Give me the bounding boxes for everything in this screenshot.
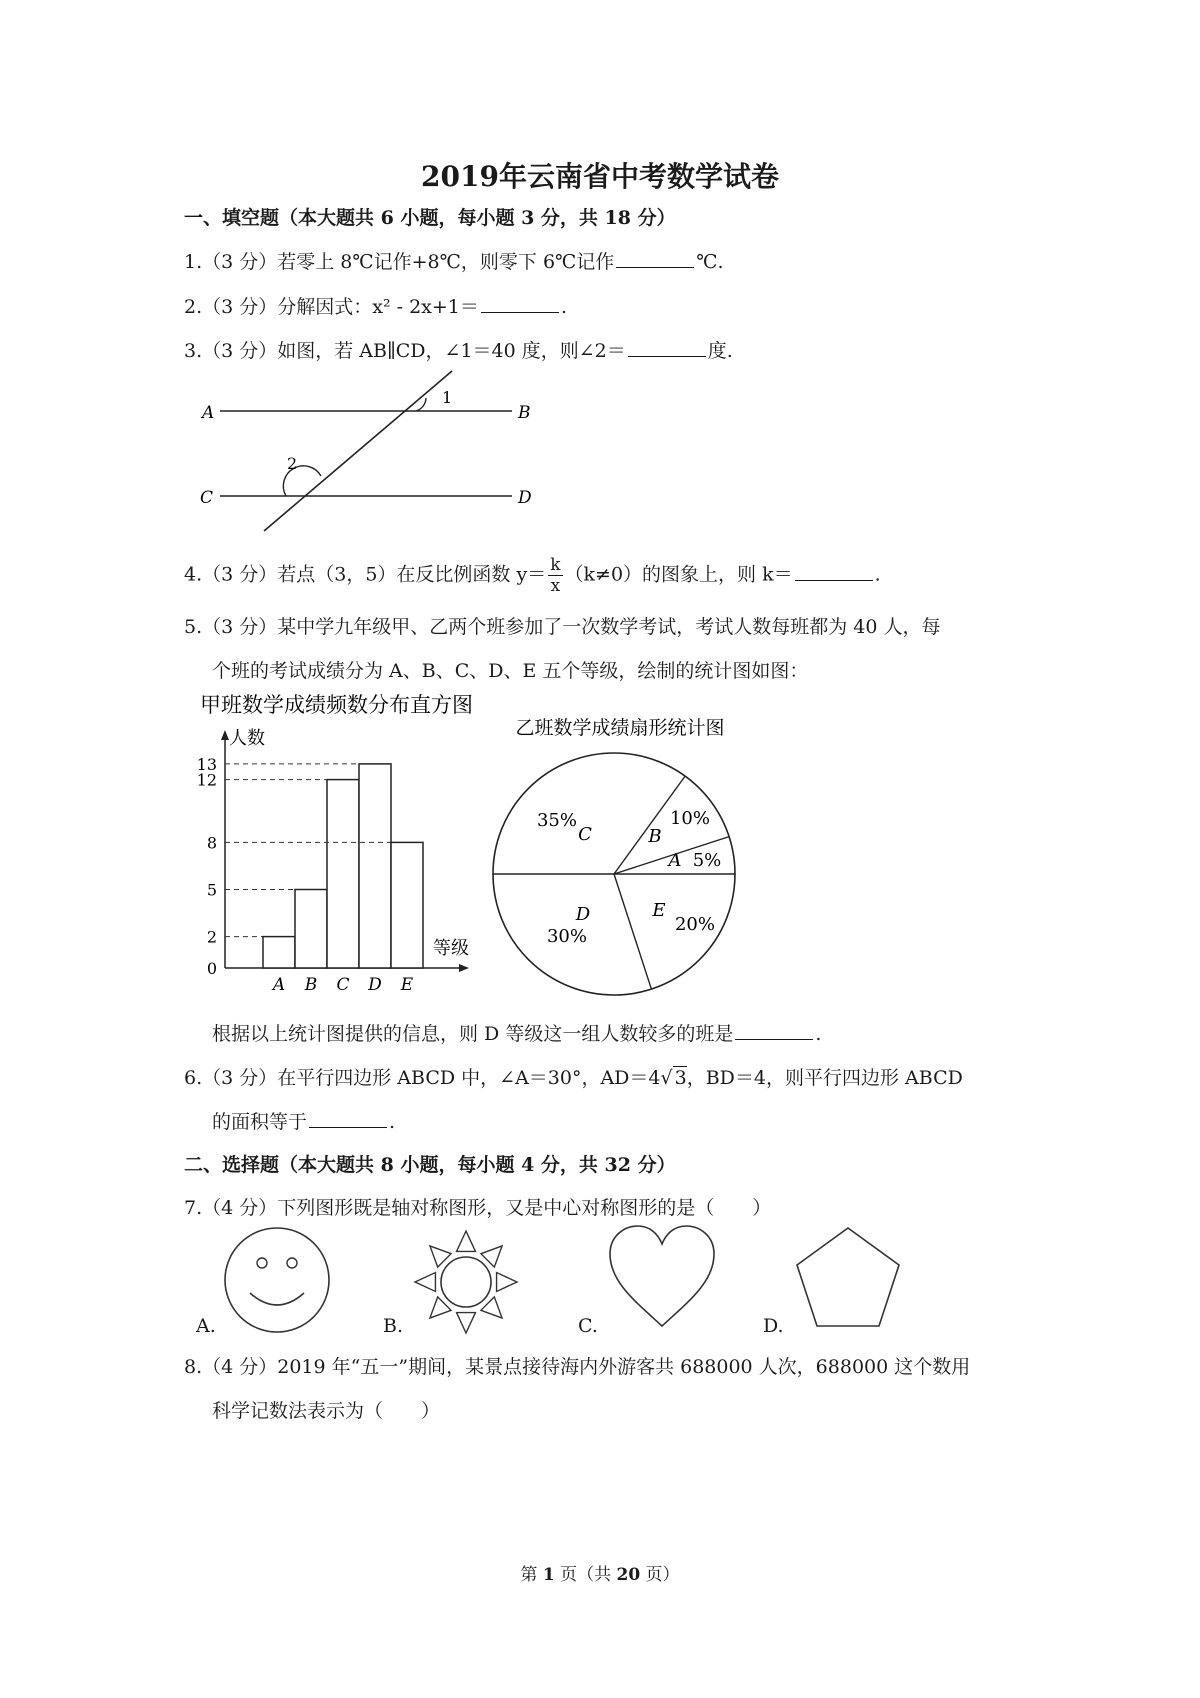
option-c-label: C. [578, 1315, 598, 1337]
smiley-face-icon [222, 1225, 332, 1335]
question-5-line-2: 个班的考试成绩分为 A、B、C、D、E 五个等级，绘制的统计图如图： [212, 660, 809, 682]
footer-total-pages: 20 [616, 1565, 641, 1585]
question-2-end: . [560, 296, 567, 318]
question-1 [184, 247, 724, 274]
pentagon-icon [793, 1225, 903, 1331]
slice-percent-D: 30% [546, 926, 588, 947]
question-2 [184, 292, 567, 319]
heart-icon [606, 1222, 718, 1330]
question-4 [184, 555, 881, 596]
question-1-text: 1.（3 分）若零上 8℃记作+8℃，则零下 6℃记作 [184, 251, 615, 273]
question-6-text-2: 的面积等于 [212, 1111, 308, 1133]
answer-blank [309, 1111, 387, 1128]
question-5-followup-text: 根据以上统计图提供的信息，则 D 等级这一组人数较多的班是 [212, 1023, 734, 1045]
footer-page-number: 1 [542, 1565, 555, 1585]
question-4-end: . [874, 563, 881, 586]
y-tick-label: 2 [206, 927, 217, 947]
x-axis-arrow [459, 964, 469, 972]
question-3-text: 3.（3 分）如图，若 AB∥CD，∠1＝40 度，则∠2＝ [184, 340, 626, 362]
bar-B [295, 890, 327, 969]
page-title: 2019年云南省中考数学试卷 [421, 160, 779, 193]
parallel-lines-figure [190, 365, 550, 540]
histogram-title: 甲班数学成绩频数分布直方图 [200, 693, 473, 717]
label-c: C [200, 488, 214, 508]
question-3 [184, 336, 733, 363]
label-b: B [518, 403, 531, 423]
question-5-followup [212, 1019, 821, 1046]
sqrt-sign: √ [660, 1067, 673, 1089]
answer-blank [735, 1023, 813, 1040]
histogram-class-jia [195, 688, 495, 1008]
fraction-numerator: k [550, 555, 561, 575]
question-6-end: . [389, 1111, 396, 1133]
slice-percent-E: 20% [674, 914, 716, 935]
section-heading-choice: 二、选择题（本大题共 8 小题，每小题 4 分，共 32 分） [184, 1154, 676, 1176]
pie-chart-title: 乙班数学成绩扇形统计图 [515, 717, 725, 739]
answer-blank [795, 564, 873, 581]
question-1-unit: ℃. [696, 251, 724, 273]
y-tick-label: 5 [206, 880, 217, 900]
section-heading-fill-in: 一、填空题（本大题共 6 小题，每小题 3 分，共 18 分） [184, 207, 676, 229]
bar-D [359, 764, 391, 968]
sun-icon [412, 1228, 520, 1336]
label-angle-1: 1 [442, 388, 453, 407]
bar-E [391, 842, 423, 968]
question-4-text: 4.（3 分）若点（3，5）在反比例函数 y＝ [184, 563, 547, 586]
slice-label-E: E [652, 900, 666, 921]
y-tick-label: 13 [196, 754, 217, 774]
bar-C [327, 780, 359, 968]
label-angle-2: 2 [287, 454, 298, 473]
slice-percent-A: 5% [692, 850, 722, 871]
page-footer [0, 1560, 1200, 1585]
x-tick-label: E [400, 975, 414, 995]
x-tick-label: B [304, 975, 318, 995]
x-tick-label: C [336, 975, 350, 995]
option-a-label: A. [196, 1315, 216, 1337]
option-b-label: B. [383, 1315, 404, 1337]
slice-label-D: D [575, 904, 591, 925]
question-4-text-mid: （k≠0）的图象上，则 k＝ [564, 563, 793, 586]
question-8-line-1: 8.（4 分）2019 年“五一”期间，某景点接待海内外游客共 688000 人次，688000 这个数用 [184, 1356, 971, 1378]
footer-text-3: 页） [640, 1565, 680, 1585]
question-8-line-2: 科学记数法表示为（ ） [212, 1400, 441, 1422]
transversal-line [264, 371, 452, 531]
question-3-unit: 度. [707, 340, 733, 362]
slice-boundary-E [614, 874, 651, 989]
sqrt-radicand: 3 [674, 1067, 687, 1089]
question-5-line-1: 5.（3 分）某中学九年级甲、乙两个班参加了一次数学考试，考试人数每班都为 40 人，每 [184, 616, 941, 638]
slice-percent-C: 35% [536, 810, 578, 831]
answer-blank [628, 340, 706, 357]
question-5-end: . [815, 1023, 822, 1045]
footer-text-1: 第 [520, 1565, 543, 1585]
y-axis-arrow [221, 730, 229, 740]
question-7: 7.（4 分）下列图形既是轴对称图形，又是中心对称图形的是（ ） [184, 1197, 772, 1219]
slice-label-C: C [578, 824, 592, 845]
x-axis-label: 等级 [433, 938, 469, 959]
slice-label-A: A [668, 850, 682, 871]
slice-percent-B: 10% [669, 808, 711, 829]
x-tick-label: D [368, 975, 382, 995]
answer-blank [616, 251, 694, 268]
slice-label-B: B [648, 826, 662, 847]
fraction-k-over-x [548, 555, 562, 596]
label-d: D [518, 488, 532, 508]
answer-blank [481, 296, 559, 313]
label-a: A [202, 403, 215, 423]
option-d-label: D. [763, 1315, 784, 1337]
fraction-denominator: x [550, 576, 561, 596]
x-tick-label: A [272, 975, 286, 995]
y-tick-label: 12 [196, 770, 217, 790]
question-6-line-1 [184, 1063, 963, 1090]
question-2-text: 2.（3 分）分解因式：x² - 2x+1＝ [184, 296, 479, 318]
question-6-text: 6.（3 分）在平行四边形 ABCD 中，∠A＝30°，AD＝4 [184, 1067, 661, 1089]
question-6-line-2 [212, 1107, 395, 1134]
question-6-text-rest: ，BD＝4，则平行四边形 ABCD [686, 1067, 963, 1089]
footer-text-2: 页（共 [554, 1565, 617, 1585]
y-tick-label: 0 [206, 959, 217, 978]
bar-A [263, 937, 295, 968]
y-tick-label: 8 [206, 833, 217, 853]
pie-chart-class-yi [485, 710, 755, 1000]
y-axis-label: 人数 [229, 728, 265, 749]
